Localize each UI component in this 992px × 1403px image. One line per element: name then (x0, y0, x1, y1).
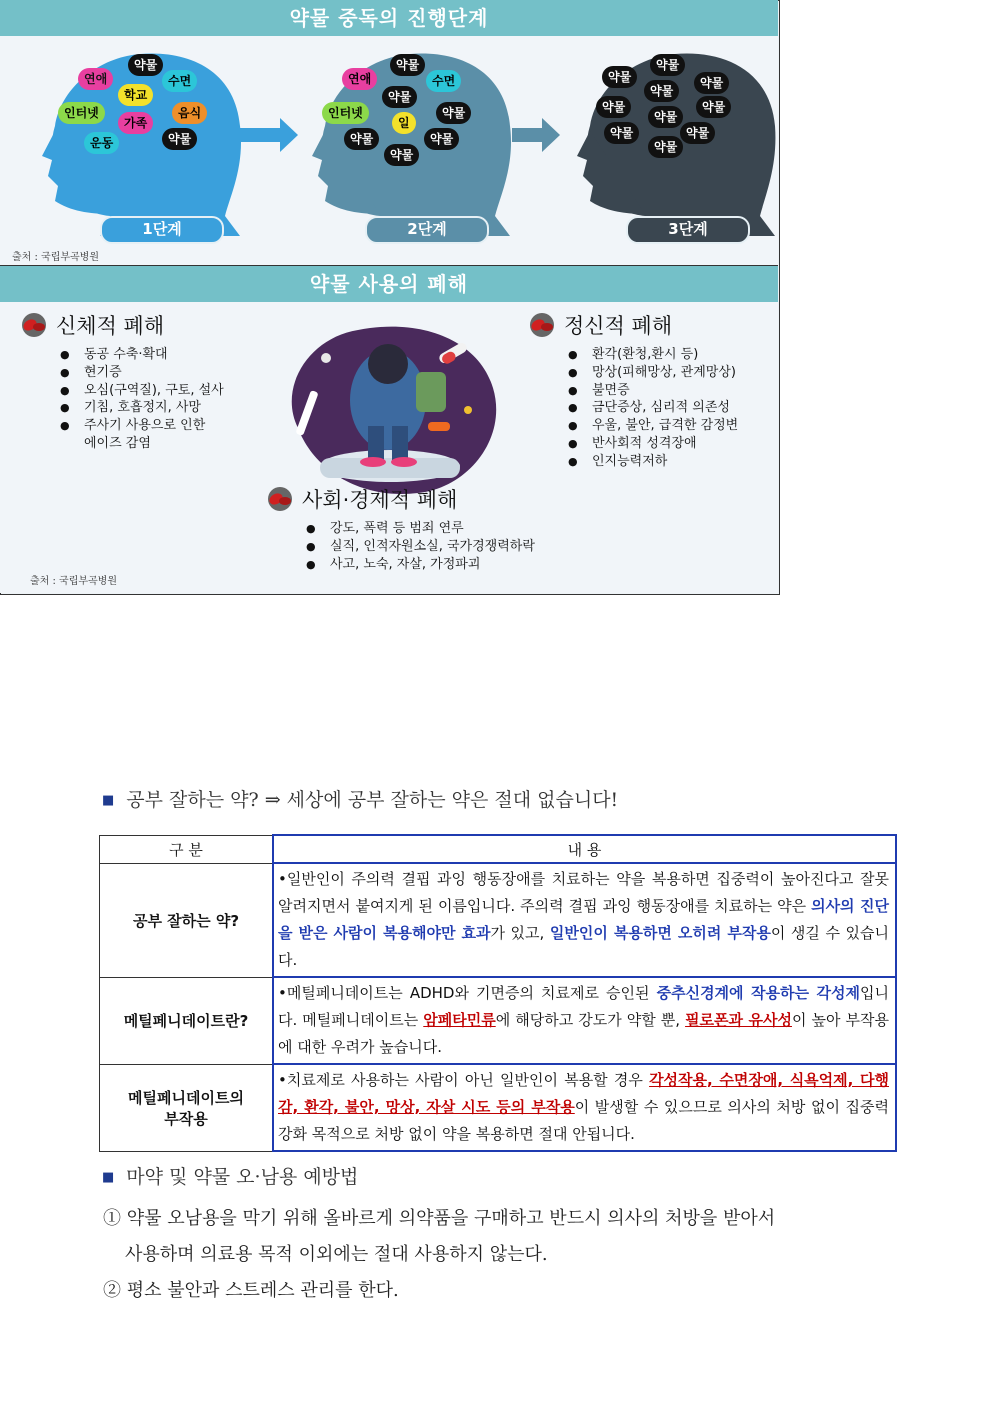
head3-word: 약물 (694, 72, 729, 94)
list-item: ● 우울, 불안, 급격한 감정변 (566, 417, 738, 435)
list-item: ● 실직, 인적자원소실, 국가경쟁력하락 (304, 538, 535, 556)
stage-title-bar: 약물 중독의 진행단계 (0, 0, 778, 36)
physical-harm-heading (18, 310, 164, 340)
header-category: 구 분 (100, 835, 274, 863)
head1-word: 약물 (128, 54, 163, 76)
head1-word: 인터넷 (58, 102, 105, 124)
row-key: 메틸페니데이트의 부작용 (100, 1064, 274, 1151)
row-content: •메틸페니데이트는 ADHD와 기면증의 치료제로 승인된 중추신경계에 작용하는 각성제입니다. 메틸페니데이트는 암페타민류에 해당하고 강도가 약할 뿐, 필로폰과 유사성이 높아 부작용에 대한 우려가 높습니다. (273, 977, 896, 1064)
section-title: 마약 및 약물 오·남용 예방법 (126, 1166, 359, 1188)
head1-word: 수면 (162, 70, 197, 92)
table-row (100, 863, 897, 977)
head3-word: 약물 (696, 96, 731, 118)
table-header-row (100, 835, 897, 863)
harms-illustration (0, 302, 778, 593)
section-heading-study-drug (102, 785, 618, 812)
prevention-item-2: ② 평소 불안과 스트레스 관리를 한다. (103, 1280, 399, 1301)
head1-word: 학교 (118, 84, 153, 106)
table-row (100, 977, 897, 1064)
head2-word: 약물 (390, 54, 425, 76)
list-item: ● 강도, 폭력 등 범죄 연루 (304, 520, 535, 538)
study-drug-table (99, 834, 897, 1152)
list-item: ● 동공 수축·확대 (58, 346, 224, 364)
list-item: ● 환각(환청,환시 등) (566, 346, 738, 364)
table-row (100, 1064, 897, 1151)
list-item: ● 망상(피해망상, 관계망상) (566, 364, 738, 382)
head3-word: 약물 (650, 54, 685, 76)
head1-word: 운동 (84, 132, 119, 154)
head3-word: 약물 (604, 122, 639, 144)
mental-harm-list (566, 346, 738, 471)
arrow-1 (240, 118, 298, 152)
list-item: ● 금단증상, 심리적 의존성 (566, 399, 738, 417)
source-note: 출처 : 국립부곡병원 (30, 576, 118, 587)
pill-icon (18, 313, 50, 337)
list-item: 에이즈 감염 (84, 435, 151, 451)
head1-word: 가족 (118, 112, 153, 134)
head2-word: 수면 (426, 70, 461, 92)
head2-word: 약물 (382, 86, 417, 108)
head1-word: 음식 (172, 102, 207, 124)
header-content: 내 용 (273, 835, 896, 863)
row-key: 메틸페니데이트란? (100, 977, 274, 1064)
list-item: ● 사고, 노숙, 자살, 가정파괴 (304, 556, 535, 574)
head2-word: 약물 (436, 102, 471, 124)
physical-harm-title: 신체적 폐해 (56, 314, 165, 338)
list-item: ● 불면증 (566, 382, 738, 400)
head1-word: 약물 (162, 128, 197, 150)
head3-word: 약물 (602, 66, 637, 88)
list-item: ● 반사회적 성격장애 (566, 435, 738, 453)
pill-icon (526, 313, 558, 337)
row-content: •일반인이 주의력 결핍 과잉 행동장애를 치료하는 약을 복용하면 집중력이 높아진다고 잘못 알려지면서 붙여지게 된 이름입니다. 주의력 결핍 과잉 행동장애를 치료하는 약은 의사의 진단을 받은 사람이 복용해야만 효과가 있고, 일반인이 복용하면 오히려 부작용이 생길 수 있습니다. (273, 863, 896, 977)
head1-word: 연애 (78, 68, 113, 90)
row-content: •치료제로 사용하는 사람이 아닌 일반인이 복용할 경우 각성작용, 수면장애, 식욕억제, 다행감, 환각, 불안, 망상, 자살 시도 등의 부작용이 발생할 수 있으므로 의사의 처방 없이 집중력 강화 목적으로 처방 없이 약을 복용하면 절대 안됩니다. (273, 1064, 896, 1151)
square-bullet-icon: ■ (102, 793, 115, 808)
head2-word: 약물 (384, 144, 419, 166)
row-key: 공부 잘하는 약? (100, 863, 274, 977)
head2-word: 약물 (344, 128, 379, 150)
social-harm-title: 사회·경제적 폐해 (302, 488, 458, 512)
mental-harm-title: 정신적 폐해 (564, 314, 673, 338)
square-bullet-icon: ■ (102, 1170, 115, 1185)
stage-label-3: 3단계 (626, 216, 750, 244)
social-harm-list (304, 520, 535, 573)
source-note: 출처 : 국립부곡병원 (12, 252, 100, 263)
social-harm-heading (264, 484, 457, 514)
head3-word: 약물 (680, 122, 715, 144)
pill-icon (264, 487, 296, 511)
physical-harm-list (58, 346, 224, 453)
head3-word: 약물 (648, 136, 683, 158)
section-title: 공부 잘하는 약? ⇒ 세상에 공부 잘하는 약은 절대 없습니다! (126, 789, 619, 811)
arrow-2 (512, 118, 560, 152)
stage-label-2: 2단계 (365, 216, 489, 244)
head2-word: 약물 (424, 128, 459, 150)
prevention-item-1-line2: 사용하며 의료용 목적 이외에는 절대 사용하지 않는다. (125, 1244, 548, 1265)
harm-title-bar: 약물 사용의 폐해 (0, 265, 778, 303)
drug-harm-infographic (0, 0, 780, 595)
person-illustration (268, 318, 508, 508)
section-heading-prevention (102, 1162, 358, 1189)
list-item: ● 기침, 호흡정지, 사망 (58, 399, 224, 417)
addiction-stages-illustration (0, 36, 778, 265)
list-item: ● 주사기 사용으로 인한 (58, 417, 224, 435)
head3-word: 약물 (648, 106, 683, 128)
head2-word: 인터넷 (322, 102, 369, 124)
list-item: ● 현기증 (58, 364, 224, 382)
head2-word: 연애 (342, 68, 377, 90)
head-silhouette-1 (42, 54, 241, 236)
list-item: ● 인지능력저하 (566, 453, 738, 471)
list-item: ● 오심(구역질), 구토, 설사 (58, 382, 224, 400)
head3-word: 약물 (644, 80, 679, 102)
head3-word: 약물 (596, 96, 631, 118)
prevention-item-1-line1: ① 약물 오남용을 막기 위해 올바르게 의약품을 구매하고 반드시 의사의 처방을 받아서 (103, 1208, 776, 1229)
mental-harm-heading (526, 310, 672, 340)
stage-label-1: 1단계 (100, 216, 224, 244)
head2-word: 일 (392, 112, 416, 134)
